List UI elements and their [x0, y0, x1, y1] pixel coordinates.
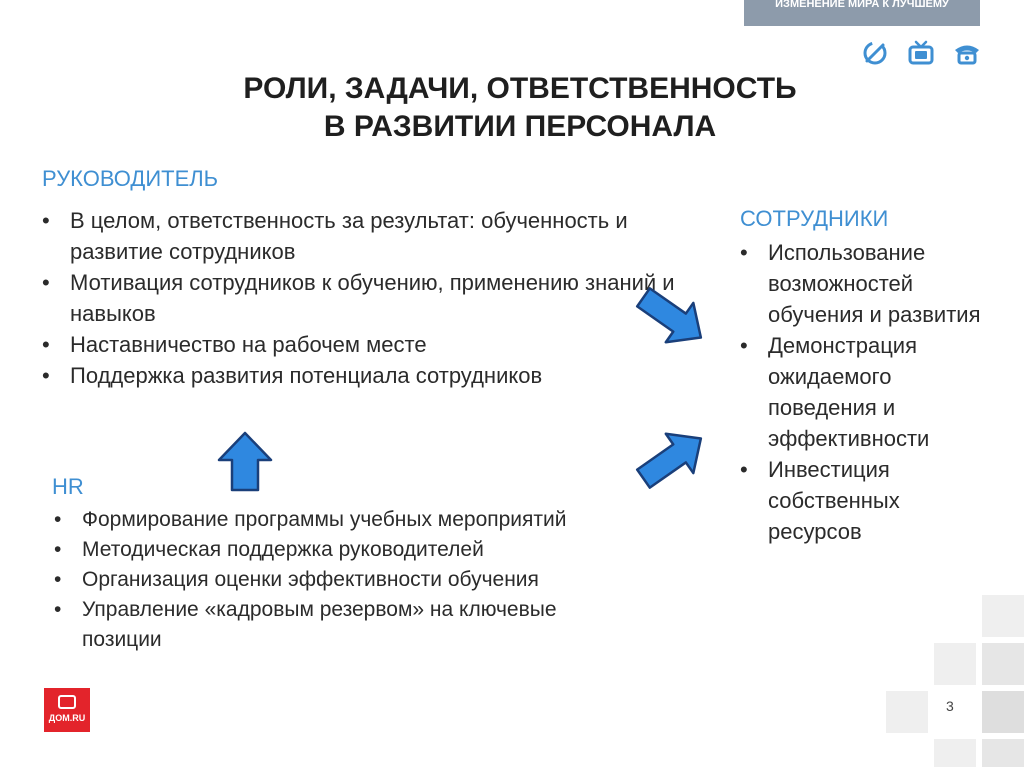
- title-line-2: В РАЗВИТИИ ПЕРСОНАЛА: [323, 110, 717, 143]
- decor-square: [886, 691, 928, 733]
- refresh-icon[interactable]: [860, 38, 890, 68]
- list-item: • Методическая поддержка руководителей: [52, 535, 612, 565]
- arrow-up-icon: [215, 430, 275, 494]
- list-item: • Управление «кадровым резервом» на ключевые позиции: [52, 595, 612, 655]
- decor-square: [982, 691, 1024, 733]
- phone-icon[interactable]: [952, 38, 982, 68]
- leader-label: РУКОВОДИТЕЛЬ: [42, 166, 219, 191]
- employees-list: [738, 237, 998, 547]
- list-item: • Формирование программы учебных мероприятий: [52, 505, 612, 535]
- decor-square: [934, 643, 976, 685]
- title-line-1: РОЛИ, ЗАДАЧИ, ОТВЕТСТВЕННОСТЬ: [243, 72, 797, 105]
- decor-square: [982, 595, 1024, 637]
- hr-list: [52, 505, 612, 655]
- list-item: • Поддержка развития потенциала сотрудников: [40, 360, 680, 391]
- page-number: 3: [946, 698, 954, 714]
- list-item: • Инвестиция собственных ресурсов: [738, 454, 998, 547]
- list-item: • Демонстрация ожидаемого поведения и эффективности: [738, 330, 998, 454]
- logo-mark-icon: [58, 695, 76, 709]
- hr-label: HR: [52, 474, 84, 499]
- logo-text: ДОМ.RU: [48, 713, 86, 723]
- header-icons: [860, 38, 982, 68]
- list-item: • Организация оценки эффективности обучения: [52, 565, 612, 595]
- list-item: • Мотивация сотрудников к обучению, применению знаний и навыков: [40, 267, 680, 329]
- list-item: • Наставничество на рабочем месте: [40, 329, 680, 360]
- list-item: • Использование возможностей обучения и развития: [738, 237, 998, 330]
- slide-title: [140, 70, 900, 146]
- header-banner: [744, 0, 980, 26]
- decor-square: [982, 643, 1024, 685]
- tv-icon[interactable]: [906, 38, 936, 68]
- banner-text: ИЗМЕНЕНИЕ МИРА К ЛУЧШЕМУ: [775, 0, 949, 10]
- leader-list: [40, 205, 680, 391]
- brand-logo: [44, 688, 90, 732]
- employees-label: СОТРУДНИКИ: [740, 206, 889, 231]
- arrow-right-up-icon: [632, 425, 714, 491]
- decor-square: [934, 739, 976, 767]
- list-item: • В целом, ответственность за результат: обученность и развитие сотрудников: [40, 205, 680, 267]
- arrow-right-down-icon: [632, 285, 714, 351]
- decor-square: [982, 739, 1024, 767]
